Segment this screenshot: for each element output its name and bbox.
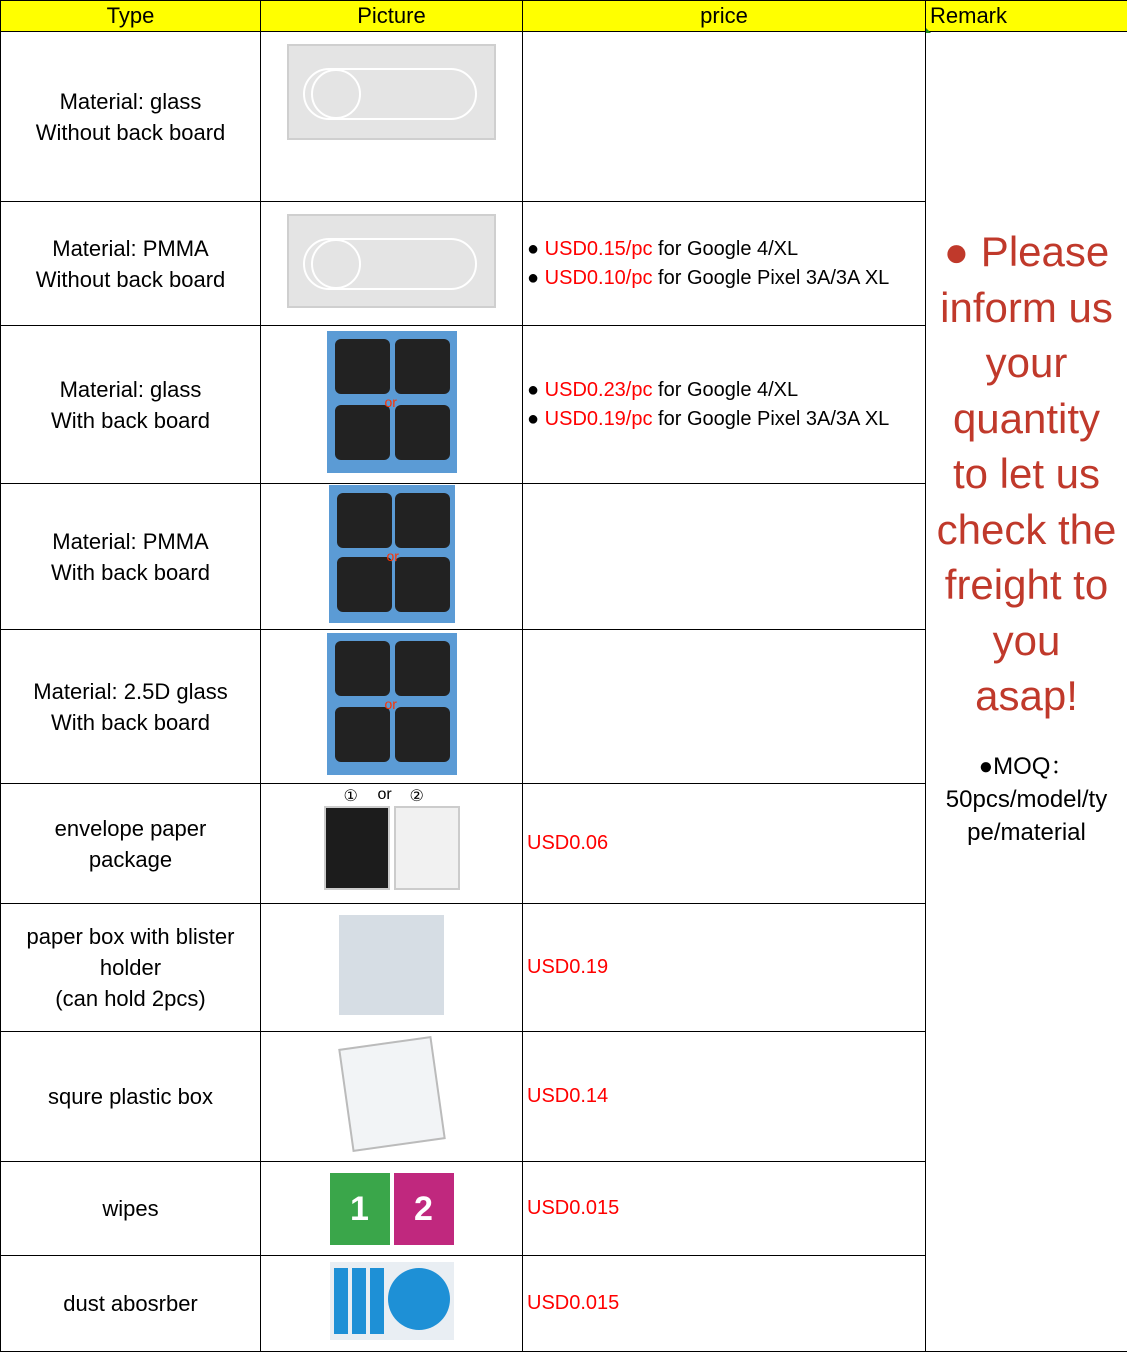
price-value: USD0.15/pc	[544, 237, 653, 260]
remark-line: quantity	[952, 394, 1101, 442]
type-cell	[1, 630, 261, 784]
type-line: Material: PMMA	[52, 528, 209, 554]
picture-cell	[261, 784, 523, 904]
price-value: USD0.23/pc	[544, 378, 653, 401]
bullet: ●	[527, 378, 540, 401]
picture-cell	[261, 32, 523, 202]
price-value: USD0.06	[527, 832, 609, 854]
remark-cell	[926, 32, 1127, 1352]
moq-note	[926, 750, 1127, 849]
price-value: USD0.015	[527, 1292, 620, 1314]
option-two-label: ②	[409, 788, 424, 805]
type-cell	[1, 1032, 261, 1162]
remark-line: inform us	[940, 283, 1113, 331]
back-board-image	[327, 633, 457, 775]
type-cell	[1, 32, 261, 202]
picture-cell	[261, 630, 523, 784]
price-line	[527, 376, 925, 405]
remark-line: to let us	[952, 450, 1101, 498]
type-cell	[1, 484, 261, 630]
header-remark-label: Remark	[930, 3, 1008, 28]
or-label: or	[384, 696, 397, 712]
price-cell	[523, 202, 926, 326]
type-line: Without back board	[35, 266, 226, 292]
price-line	[527, 235, 925, 264]
price-cell	[523, 484, 926, 630]
plastic-box-image	[338, 1036, 446, 1152]
price-cell	[523, 1032, 926, 1162]
header-picture: Picture	[261, 1, 523, 32]
dust-absorber-image	[330, 1262, 454, 1340]
type-line: paper box with blister	[26, 924, 235, 949]
type-line: With back board	[51, 709, 210, 735]
wipes-image	[328, 1173, 456, 1245]
paper-box-image	[339, 915, 444, 1015]
type-line: With back board	[51, 407, 210, 433]
moq-line: ●MOQ：	[978, 752, 1075, 780]
remark-line: asap!	[975, 672, 1078, 720]
price-value: USD0.14	[527, 1085, 609, 1107]
wipe-two-label: 2	[394, 1173, 454, 1245]
glass-sticker-image	[287, 44, 496, 140]
type-line: With back board	[51, 559, 210, 585]
type-line: (can hold 2pcs)	[55, 986, 206, 1011]
price-line	[527, 264, 925, 293]
or-label: or	[386, 548, 399, 564]
or-label: or	[377, 786, 392, 803]
type-cell	[1, 1256, 261, 1352]
type-line: dust abosrber	[63, 1291, 198, 1316]
type-line: package	[88, 846, 173, 872]
remark-line: your	[985, 339, 1068, 387]
type-line: Material: glass	[59, 376, 202, 402]
type-line: Without back board	[35, 119, 226, 145]
price-desc: for Google Pixel 3A/3A XL	[652, 266, 890, 289]
or-label: or	[384, 394, 397, 410]
header-type: Type	[1, 1, 261, 32]
remark-line: ● Please	[943, 228, 1110, 276]
type-cell	[1, 202, 261, 326]
type-line: envelope paper	[54, 815, 207, 841]
price-value: USD0.10/pc	[544, 266, 653, 289]
picture-cell	[261, 326, 523, 484]
remark-message	[926, 224, 1127, 724]
price-cell	[523, 630, 926, 784]
bullet: ●	[527, 407, 540, 430]
header-remark	[926, 1, 1127, 32]
price-cell	[523, 784, 926, 904]
price-cell	[523, 904, 926, 1032]
type-line: Material: glass	[59, 88, 202, 114]
picture-cell	[261, 484, 523, 630]
moq-line: 50pcs/model/ty	[945, 785, 1108, 813]
type-line: wipes	[102, 1196, 159, 1221]
remark-line: you	[992, 616, 1061, 664]
type-cell	[1, 904, 261, 1032]
type-cell	[1, 1162, 261, 1256]
picture-cell	[261, 1256, 523, 1352]
type-line: Material: 2.5D glass	[33, 678, 228, 704]
option-one-label: ①	[343, 788, 358, 805]
picture-cell	[261, 904, 523, 1032]
back-board-image	[329, 485, 455, 623]
header-price: price	[523, 1, 926, 32]
price-desc: for Google Pixel 3A/3A XL	[652, 407, 890, 430]
picture-cell	[261, 1032, 523, 1162]
price-value: USD0.015	[527, 1197, 620, 1219]
picture-cell	[261, 202, 523, 326]
type-line: Material: PMMA	[52, 235, 209, 261]
type-line: squre plastic box	[47, 1084, 214, 1109]
pmma-sticker-image	[287, 214, 496, 308]
price-cell	[523, 1162, 926, 1256]
price-desc: for Google 4/XL	[652, 237, 799, 260]
price-cell	[523, 32, 926, 202]
bullet: ●	[527, 237, 540, 260]
remark-line: check the	[936, 505, 1117, 553]
price-cell	[523, 1256, 926, 1352]
type-cell	[1, 784, 261, 904]
price-value: USD0.19/pc	[544, 407, 653, 430]
header-row	[1, 1, 1127, 32]
envelope-image	[322, 786, 462, 895]
price-value: USD0.19	[527, 956, 609, 978]
table-row	[1, 32, 1127, 202]
back-board-image	[327, 331, 457, 473]
type-line: holder	[99, 955, 162, 980]
price-cell	[523, 326, 926, 484]
wipe-one-label: 1	[330, 1173, 390, 1245]
moq-line: pe/material	[967, 818, 1086, 846]
comment-marker-icon	[926, 28, 931, 33]
remark-line: freight to	[944, 561, 1109, 609]
price-line	[527, 405, 925, 434]
picture-cell	[261, 1162, 523, 1256]
bullet: ●	[527, 266, 540, 289]
type-cell	[1, 326, 261, 484]
price-desc: for Google 4/XL	[652, 378, 799, 401]
